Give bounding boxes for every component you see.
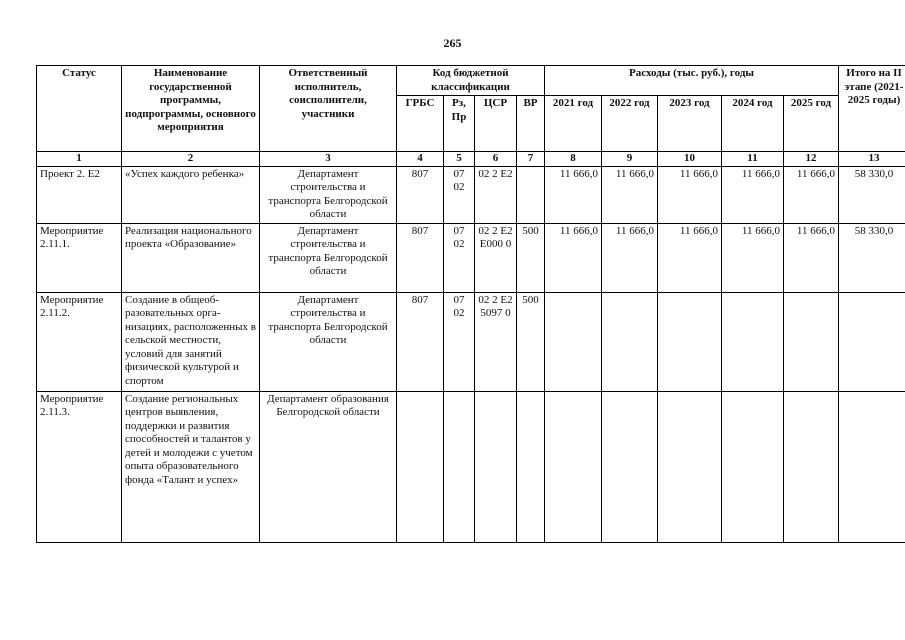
cell-2025: 11 666,0 <box>784 166 839 223</box>
cell-executor: Департамент строительства и транспорта Белгородской области <box>260 223 397 292</box>
column-number: 5 <box>444 152 475 167</box>
cell-status: Мероприятие 2.11.3. <box>37 391 122 542</box>
header-2022: 2022 год <box>602 96 658 152</box>
cell-rzpr: 07 02 <box>444 292 475 391</box>
cell-csr: 02 2 Е2 5097 0 <box>475 292 517 391</box>
cell-name: Создание региональных центров выявления, поддержки и развития способностей и талантов у детей и молодежи с учетом опыта образовательного фонда «Талант и успех» <box>122 391 260 542</box>
header-rzpr: Рз, Пр <box>444 96 475 152</box>
cell-2023: 11 666,0 <box>658 166 722 223</box>
cell-2021: 11 666,0 <box>545 223 602 292</box>
cell-2022: 11 666,0 <box>602 166 658 223</box>
cell-name: Создание в общеоб-разовательных орга-низациях, расположенных в сельской местности, условий для занятий физической культурой и спортом <box>122 292 260 391</box>
column-number: 9 <box>602 152 658 167</box>
cell-rzpr <box>444 391 475 542</box>
cell-vr: 500 <box>517 292 545 391</box>
cell-csr <box>475 391 517 542</box>
cell-2022: 11 666,0 <box>602 223 658 292</box>
cell-executor: Департамент строительства и транспорта Белгородской области <box>260 166 397 223</box>
cell-csr: 02 2 Е2 <box>475 166 517 223</box>
header-expenses: Расходы (тыс. руб.), годы <box>545 66 839 96</box>
cell-status: Мероприятие 2.11.2. <box>37 292 122 391</box>
cell-total: 58 330,0 <box>839 223 905 292</box>
cell-2023 <box>658 292 722 391</box>
column-number: 10 <box>658 152 722 167</box>
cell-rzpr: 07 02 <box>444 166 475 223</box>
header-2024: 2024 год <box>722 96 784 152</box>
cell-grbs <box>397 391 444 542</box>
page-number: 265 <box>443 36 462 50</box>
cell-csr: 02 2 Е2 Е000 0 <box>475 223 517 292</box>
header-total: Итого на II этапе (2021-2025 годы) <box>839 66 905 152</box>
cell-2024 <box>722 391 784 542</box>
header-executor: Ответственный исполнитель, соисполнители, участники <box>260 66 397 152</box>
cell-rzpr: 07 02 <box>444 223 475 292</box>
table-row <box>37 292 905 391</box>
column-number: 13 <box>839 152 905 167</box>
column-number: 6 <box>475 152 517 167</box>
cell-status: Проект 2. Е2 <box>37 166 122 223</box>
cell-grbs: 807 <box>397 292 444 391</box>
cell-2024 <box>722 292 784 391</box>
cell-executor: Департамент строительства и транспорта Белгородской области <box>260 292 397 391</box>
header-2023: 2023 год <box>658 96 722 152</box>
budget-table <box>36 65 905 543</box>
cell-2025 <box>784 391 839 542</box>
cell-total <box>839 292 905 391</box>
cell-2023: 11 666,0 <box>658 223 722 292</box>
cell-vr <box>517 391 545 542</box>
cell-name: Реализация национального проекта «Образование» <box>122 223 260 292</box>
cell-vr <box>517 166 545 223</box>
column-number: 7 <box>517 152 545 167</box>
cell-total <box>839 391 905 542</box>
cell-name: «Успех каждого ребенка» <box>122 166 260 223</box>
cell-status: Мероприятие 2.11.1. <box>37 223 122 292</box>
table-row <box>37 223 905 292</box>
cell-2024: 11 666,0 <box>722 223 784 292</box>
header-name: Наименование государственной программы, подпрограммы, основного мероприятия <box>122 66 260 152</box>
column-number: 8 <box>545 152 602 167</box>
cell-2025 <box>784 292 839 391</box>
header-grbs: ГРБС <box>397 96 444 152</box>
column-number: 3 <box>260 152 397 167</box>
cell-vr: 500 <box>517 223 545 292</box>
header-budget-code: Код бюджетной классификации <box>397 66 545 96</box>
table-row <box>37 166 905 223</box>
column-number: 4 <box>397 152 444 167</box>
cell-2025: 11 666,0 <box>784 223 839 292</box>
cell-total: 58 330,0 <box>839 166 905 223</box>
column-number: 12 <box>784 152 839 167</box>
cell-2021: 11 666,0 <box>545 166 602 223</box>
cell-grbs: 807 <box>397 223 444 292</box>
header-row-1 <box>37 66 905 96</box>
cell-2021 <box>545 292 602 391</box>
header-2025: 2025 год <box>784 96 839 152</box>
header-csr: ЦСР <box>475 96 517 152</box>
column-number: 2 <box>122 152 260 167</box>
cell-2021 <box>545 391 602 542</box>
cell-2022 <box>602 292 658 391</box>
header-vr: ВР <box>517 96 545 152</box>
column-number: 11 <box>722 152 784 167</box>
cell-2022 <box>602 391 658 542</box>
column-number: 1 <box>37 152 122 167</box>
cell-grbs: 807 <box>397 166 444 223</box>
header-2021: 2021 год <box>545 96 602 152</box>
header-status: Статус <box>37 66 122 152</box>
table-row <box>37 391 905 542</box>
cell-2023 <box>658 391 722 542</box>
column-number-row <box>37 152 905 167</box>
cell-2024: 11 666,0 <box>722 166 784 223</box>
cell-executor: Департамент образования Белгородской области <box>260 391 397 542</box>
